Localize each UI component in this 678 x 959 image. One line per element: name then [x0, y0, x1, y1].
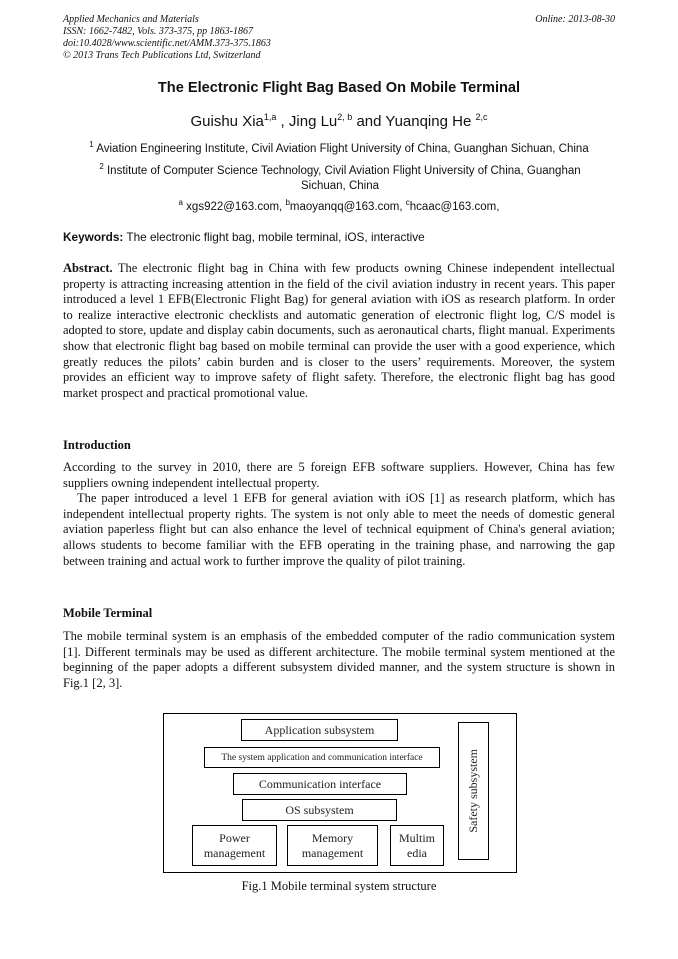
- online-date: Online: 2013-08-30: [535, 14, 615, 25]
- abstract-text: The electronic flight bag in China with few products owning Chinese independent intellectual property is attracting increasing attention in the field of the civil aviation industry in recent years. This paper introduced a level 1 EFB(Electronic Flight Bag) for general aviation with iOS as research platform. In order to realize interactive electronic checklists and automatic generation of electronic flight log, C/S model is adopted to store, update and display cabin documents, such as aeronautical charts, flight manual. Experiments show that electronic flight bag based on mobile terminal can provide the user with a good experience, which greatly reduces the pilots’ cabin burden and is closer to the users’ requirements. Moreover, the system provides an efficient way to improve safety of flight safety. Therefore, the electronic flight bag has good market prospect and practical promotional value.: [63, 261, 615, 400]
- author-sep-2: and: [352, 113, 386, 130]
- author-2-sup: 2, b: [337, 112, 353, 122]
- keywords-text: The electronic flight bag, mobile terminal, iOS, interactive: [123, 230, 425, 244]
- issn-line: ISSN: 1662-7482, Vols. 373-375, pp 1863-1867: [63, 26, 253, 37]
- safety-subsystem-box: [458, 722, 489, 860]
- mobile-terminal-heading: Mobile Terminal: [63, 606, 153, 620]
- email-1: xgs922@163.com,: [182, 200, 286, 213]
- author-3: Yuanqing He: [385, 113, 476, 130]
- introduction-para-2: The paper introduced a level 1 EFB for general aviation with iOS [1] as research platform, which has independent intellectual property rights. The system is not only able to meet the needs of domestic general aviation paperless flight but can also enhance the level of technical equipment of China's general aviation; allows students to become familiar with the EFB operating in the training phase, and narrowing the gap between training and actual work to further improve the quality of pilot training.: [63, 491, 615, 568]
- introduction-body: [63, 460, 615, 569]
- affiliation-1-num: 1: [89, 140, 94, 149]
- multimedia-line-1: Multim: [398, 830, 435, 845]
- os-subsystem-box: OS subsystem: [242, 799, 397, 821]
- author-sep-1: ,: [276, 113, 289, 130]
- multimedia-line-2: edia: [407, 845, 427, 860]
- memory-management-box: Memory management: [287, 825, 378, 866]
- keywords: [63, 230, 615, 246]
- application-subsystem-box: Application subsystem: [241, 719, 398, 741]
- abstract: [63, 261, 615, 401]
- copyright-line: © 2013 Trans Tech Publications Ltd, Switzerland: [63, 50, 261, 61]
- communication-interface-box: Communication interface: [233, 773, 407, 795]
- affiliation-2-text: Institute of Computer Science Technology, Civil Aviation Flight University of China, Guanghan Sichuan, China: [103, 164, 581, 192]
- affiliation-1: [63, 137, 615, 157]
- email-c-sup: c: [405, 198, 410, 207]
- paper-title: The Electronic Flight Bag Based On Mobile Terminal: [157, 80, 521, 96]
- mobile-terminal-body: [63, 629, 615, 691]
- affiliation-2: [80, 159, 600, 194]
- email-b-sup: b: [285, 198, 290, 207]
- system-interface-box: The system application and communication interface: [204, 747, 440, 768]
- journal-header: [63, 14, 615, 62]
- author-1-sup: 1,a: [263, 112, 277, 122]
- power-management-box: Power management: [192, 825, 277, 866]
- journal-name: Applied Mechanics and Materials: [63, 14, 199, 25]
- author-list: [0, 112, 678, 130]
- safety-subsystem-label: Safety subsystem: [466, 749, 480, 833]
- author-3-sup: 2,c: [475, 112, 488, 122]
- affiliation-1-text: Aviation Engineering Institute, Civil Aviation Flight University of China, Guanghan Sichuan, China: [93, 142, 589, 155]
- abstract-label: Abstract.: [63, 261, 113, 275]
- affiliation-2-num: 2: [99, 162, 104, 171]
- figure-caption: Fig.1 Mobile terminal system structure: [241, 879, 437, 893]
- email-2: maoyanqq@163.com,: [289, 200, 406, 213]
- author-2: Jing Lu: [288, 113, 338, 130]
- introduction-heading: Introduction: [63, 438, 131, 452]
- keywords-label: Keywords:: [63, 230, 124, 244]
- email-3: hcaac@163.com,: [409, 200, 500, 213]
- multimedia-box: [390, 825, 444, 866]
- introduction-para-1: According to the survey in 2010, there are 5 foreign EFB software suppliers. However, China has few suppliers owning independent intellectual property.: [63, 460, 615, 490]
- author-1: Guishu Xia: [190, 113, 264, 130]
- mobile-terminal-para-1: The mobile terminal system is an emphasis of the embedded computer of the radio communication system [1]. Different terminals may be used as different architecture. The mobile terminal system mentioned at the beginning of the paper adopts a different subsystem divided manner, and the system structure is shown in Fig.1 [2, 3].: [63, 629, 615, 690]
- doi-line: doi:10.4028/www.scientific.net/AMM.373-375.1863: [63, 38, 271, 49]
- email-a-sup: a: [178, 198, 183, 207]
- email-line: [63, 195, 615, 215]
